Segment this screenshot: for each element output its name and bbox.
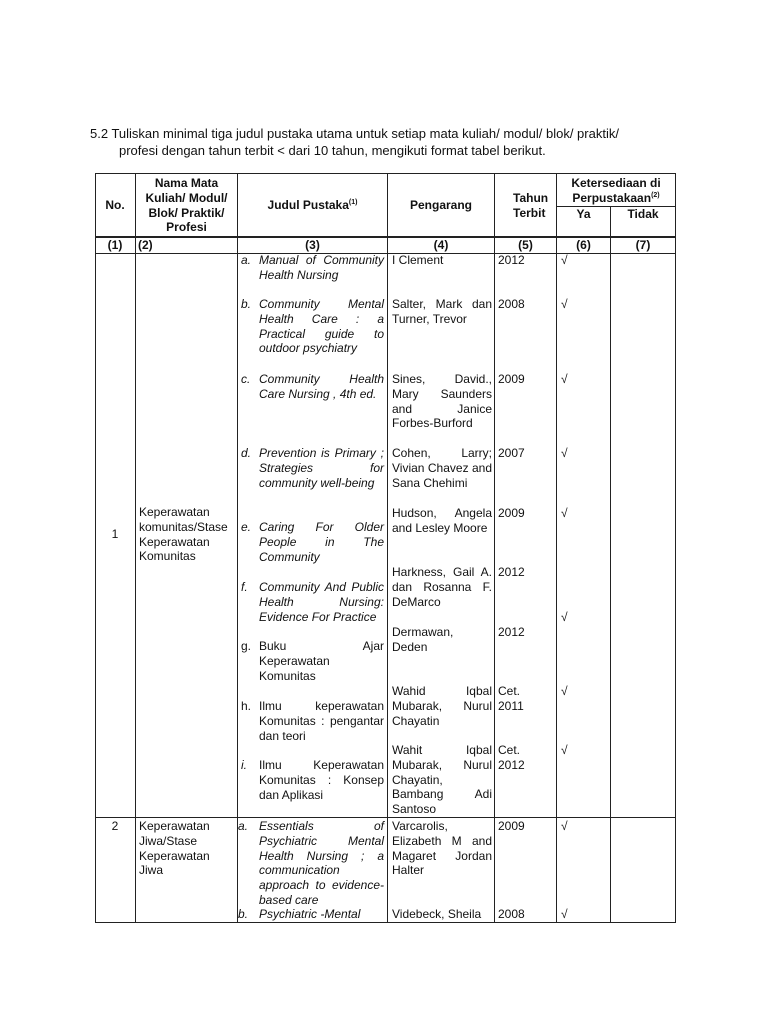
book-1g-title: Buku Ajar Keperawatan Komunitas bbox=[259, 639, 384, 683]
book-1h-author: Wahid Iqbal Mubarak, Nurul Chayatin bbox=[392, 684, 492, 728]
row-1-no: 1 bbox=[111, 527, 119, 541]
header-no: No. bbox=[105, 198, 125, 212]
book-1h-title: Ilmu keperawatan Komunitas : pengantar dan teori bbox=[259, 699, 384, 743]
book-1b-ya-check: √ bbox=[561, 297, 568, 311]
book-1i-year: Cet. 2012 bbox=[498, 743, 525, 772]
colnum-1: (1) bbox=[107, 238, 123, 252]
book-1a-letter: a. bbox=[241, 253, 252, 267]
book-1a-ya-check: √ bbox=[561, 253, 568, 267]
book-1a-year: 2012 bbox=[498, 253, 525, 267]
book-2a-letter: a. bbox=[238, 819, 249, 833]
book-1g-author: Dermawan, Deden bbox=[392, 625, 454, 654]
book-1a-author: I Clement bbox=[392, 253, 444, 267]
instruction-line-2: profesi dengan tahun terbit < dari 10 tahun, mengikuti format tabel berikut. bbox=[119, 143, 546, 158]
row-2-mata-kuliah: Keperawatan Jiwa/Stase Keperawatan Jiwa bbox=[139, 819, 210, 878]
book-2a-year: 2009 bbox=[498, 819, 525, 833]
header-tidak: Tidak bbox=[627, 207, 659, 221]
book-1d-ya-check: √ bbox=[561, 446, 568, 460]
book-2b-title: Psychiatric -Mental bbox=[259, 907, 361, 921]
book-1e-author: Hudson, Angela and Lesley Moore bbox=[392, 506, 492, 535]
header-tahun-terbit: Tahun Terbit bbox=[513, 191, 549, 220]
book-1d-letter: d. bbox=[241, 446, 252, 460]
book-1h-ya-check: √ bbox=[561, 743, 568, 757]
instruction-text bbox=[90, 125, 690, 159]
book-2b-ya-check: √ bbox=[561, 907, 568, 921]
book-1e-letter: e. bbox=[241, 520, 252, 534]
book-1f-title: Community And Public Health Nursing: Evidence For Practice bbox=[259, 580, 384, 624]
book-1d-year: 2007 bbox=[498, 446, 525, 460]
book-2a-title: Essentials of Psychiatric Mental Health Nursing ; a communication approach to evidence-based care bbox=[259, 819, 384, 907]
row-1-mata-kuliah: Keperawatan komunitas/Stase Keperawatan Komunitas bbox=[139, 505, 228, 564]
book-1b-author: Salter, Mark dan Turner, Trevor bbox=[392, 297, 492, 326]
book-1f-letter: f. bbox=[241, 580, 248, 594]
colnum-6: (6) bbox=[576, 238, 591, 252]
book-1c-ya-check: √ bbox=[561, 372, 568, 386]
book-2b-year: 2008 bbox=[498, 907, 525, 921]
book-2a-ya-check: √ bbox=[561, 819, 568, 833]
header-mata-kuliah: Nama Mata Kuliah/ Modul/ Blok/ Praktik/ Profesi bbox=[145, 176, 228, 235]
book-1b-title: Community Mental Health Care : a Practical guide to outdoor psychiatry bbox=[259, 297, 384, 356]
book-2a-author: Varcarolis, Elizabeth M and Magaret Jordan Halter bbox=[392, 819, 492, 878]
book-1h-year: Cet. 2011 bbox=[498, 684, 524, 713]
book-1c-author: Sines, David., Mary Saunders and Janice Forbes-Burford bbox=[392, 372, 492, 431]
book-1c-year: 2009 bbox=[498, 372, 525, 386]
book-1c-title: Community Health Care Nursing , 4th ed. bbox=[259, 372, 384, 401]
book-2b-letter: b. bbox=[238, 907, 249, 921]
book-1h-letter: h. bbox=[241, 699, 252, 713]
book-1e-year: 2009 bbox=[498, 506, 525, 520]
book-1e-title: Caring For Older People in The Community bbox=[259, 520, 384, 564]
book-1f-ya-check: √ bbox=[561, 610, 568, 624]
book-1d-title: Prevention is Primary ; Strategies for community well-being bbox=[259, 446, 384, 490]
book-1e-ya-check: √ bbox=[561, 506, 568, 520]
colnum-7: (7) bbox=[635, 238, 651, 252]
book-1c-letter: c. bbox=[241, 372, 251, 386]
book-1d-author: Cohen, Larry; Vivian Chavez and Sana Chehimi bbox=[392, 446, 492, 490]
book-1f-year: 2012 bbox=[498, 565, 525, 579]
header-pengarang: Pengarang bbox=[409, 198, 472, 212]
header-ya: Ya bbox=[576, 207, 591, 221]
header-judul-pustaka: Judul Pustaka$^{(1)}$ bbox=[267, 198, 358, 212]
book-1g-letter: g. bbox=[241, 639, 252, 653]
book-1i-letter: i. bbox=[241, 758, 247, 772]
book-1g-year: 2012 bbox=[498, 625, 525, 639]
instruction-line-1: 5.2 Tuliskan minimal tiga judul pustaka utama untuk setiap mata kuliah/ modul/ blok/ praktik/ bbox=[90, 126, 619, 141]
book-1a-title: Manual of Community Health Nursing bbox=[259, 253, 384, 282]
header-ketersediaan: Ketersediaan di Perpustakaan$^{(2)}$ bbox=[571, 176, 661, 205]
colnum-4: (4) bbox=[433, 238, 449, 252]
book-1i-author: Wahit Iqbal Mubarak, Nurul Chayatin, Bambang Adi Santoso bbox=[392, 743, 492, 817]
book-1i-title: Ilmu Keperawatan Komunitas : Konsep dan Aplikasi bbox=[259, 758, 384, 802]
reference-table bbox=[95, 173, 676, 923]
book-1g-ya-check: √ bbox=[561, 684, 568, 698]
colnum-3: (3) bbox=[305, 238, 320, 252]
colnum-5: (5) bbox=[518, 238, 533, 252]
colnum-2: (2) bbox=[138, 238, 153, 252]
book-1f-author: Harkness, Gail A. dan Rosanna F. DeMarco bbox=[392, 565, 492, 609]
book-1b-year: 2008 bbox=[498, 297, 525, 311]
book-2b-author: Videbeck, Sheila bbox=[392, 907, 482, 921]
row-2-no: 2 bbox=[111, 819, 119, 833]
book-1b-letter: b. bbox=[241, 297, 252, 311]
